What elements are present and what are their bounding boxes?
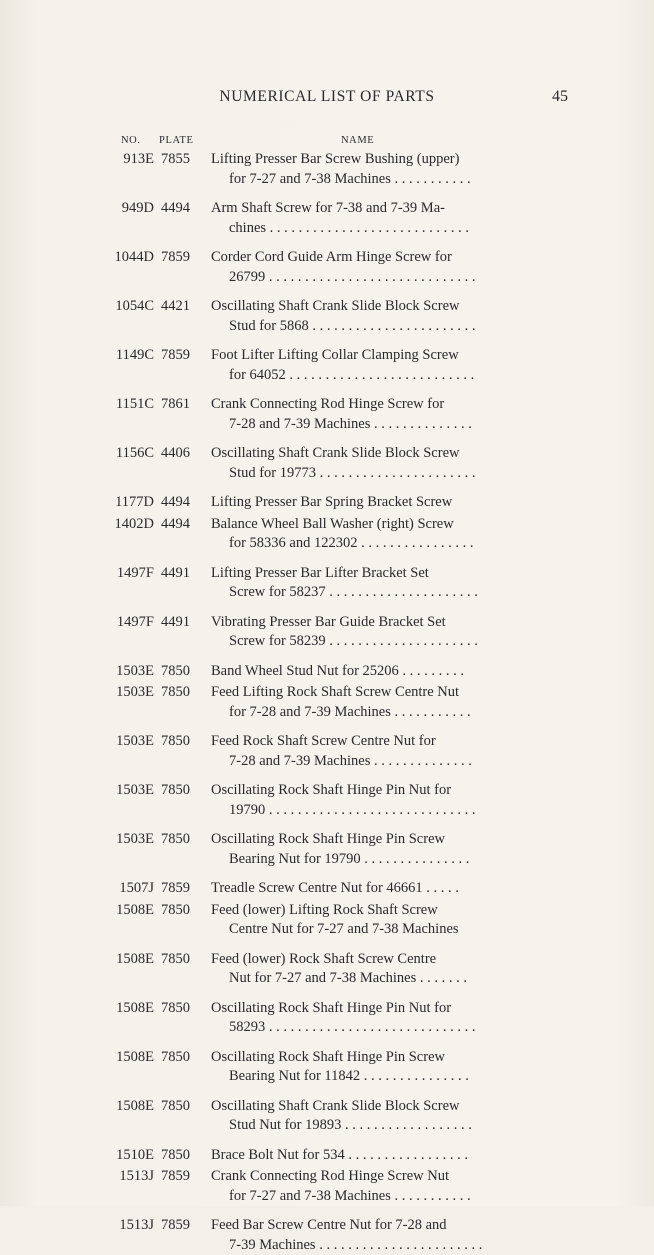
plate-number: 4494 [161,199,190,219]
plate-number: 7850 [161,999,190,1019]
part-number: 1508E [0,901,154,921]
list-item [0,879,654,899]
part-name [211,1097,528,1136]
part-name-line: for 7-28 and 7-39 Machines . . . . . . . . . . . [211,703,528,723]
part-name [211,613,528,652]
part-number: 1149C [0,346,154,366]
list-item [0,150,654,189]
part-name-line: 7-28 and 7-39 Machines . . . . . . . . . . . . . . [211,752,528,772]
part-name-line: 26799 . . . . . . . . . . . . . . . . . . . . . . . . . . . . . [211,268,528,288]
part-name-line: Bearing Nut for 11842 . . . . . . . . . . . . . . . [211,1067,528,1087]
plate-number: 4421 [161,297,190,317]
part-name-line: 7-28 and 7-39 Machines . . . . . . . . . . . . . . [211,415,528,435]
part-name-line: Corder Cord Guide Arm Hinge Screw for [211,248,528,268]
plate-number: 7859 [161,879,190,899]
part-name-line: for 58336 and 122302 . . . . . . . . . . . . . . . . [211,534,528,554]
part-number: 1497F [0,564,154,584]
part-name [211,297,528,336]
list-item [0,515,654,554]
list-item [0,395,654,434]
part-number: 1508E [0,950,154,970]
part-name-line: Oscillating Rock Shaft Hinge Pin Nut for [211,781,528,801]
part-name-line: Stud for 19773 . . . . . . . . . . . . . . . . . . . . . . [211,464,528,484]
list-item [0,901,654,940]
part-name-line: Centre Nut for 7-27 and 7-38 Machines [211,920,528,940]
part-name-line: Lifting Presser Bar Screw Bushing (upper) [211,150,528,170]
plate-number: 4494 [161,493,190,513]
part-name [211,732,528,771]
part-name-line: Nut for 7-27 and 7-38 Machines . . . . . . . [211,969,528,989]
part-name [211,1216,528,1255]
part-name-line: Lifting Presser Bar Spring Bracket Screw [211,493,528,513]
part-number: 1151C [0,395,154,415]
part-name-line: for 64052 . . . . . . . . . . . . . . . . . . . . . . . . . . [211,366,528,386]
list-item [0,662,654,682]
part-name-line: Oscillating Rock Shaft Hinge Pin Screw [211,830,528,850]
plate-number: 7859 [161,248,190,268]
part-name-line: Crank Connecting Rod Hinge Screw Nut [211,1167,528,1187]
part-name-line: 19790 . . . . . . . . . . . . . . . . . . . . . . . . . . . . . [211,801,528,821]
list-item [0,950,654,989]
part-name-line: Oscillating Shaft Crank Slide Block Screw [211,297,528,317]
part-number: 1503E [0,732,154,752]
part-name [211,493,528,513]
list-item [0,732,654,771]
part-name [211,879,528,899]
plate-number: 7855 [161,150,190,170]
list-item [0,346,654,385]
part-name-line: for 7-27 and 7-38 Machines . . . . . . . . . . . [211,170,528,190]
part-name-line: Feed (lower) Rock Shaft Screw Centre [211,950,528,970]
part-name-line: Screw for 58237 . . . . . . . . . . . . . . . . . . . . . [211,583,528,603]
list-item [0,493,654,513]
plate-number: 7861 [161,395,190,415]
part-name [211,999,528,1038]
part-name-line: Brace Bolt Nut for 534 . . . . . . . . . . . . . . . . . [211,1146,528,1166]
plate-number: 7859 [161,1167,190,1187]
part-number: 1503E [0,781,154,801]
page-title: NUMERICAL LIST OF PARTS [0,88,654,106]
part-number: 1507J [0,879,154,899]
column-header-no: NO. [121,135,141,146]
list-item [0,1048,654,1087]
part-name-line: for 7-27 and 7-38 Machines . . . . . . . . . . . [211,1187,528,1207]
part-name-line: chines . . . . . . . . . . . . . . . . . . . . . . . . . . . . [211,219,528,239]
column-header-name: NAME [341,135,374,146]
parts-list [0,150,654,1255]
part-name [211,683,528,722]
part-number: 1503E [0,830,154,850]
part-number: 1402D [0,515,154,535]
part-name-line: Foot Lifter Lifting Collar Clamping Screw [211,346,528,366]
part-name [211,662,528,682]
part-name-line: Crank Connecting Rod Hinge Screw for [211,395,528,415]
part-number: 1510E [0,1146,154,1166]
part-name [211,950,528,989]
part-name [211,444,528,483]
part-number: 913E [0,150,154,170]
part-name-line: Arm Shaft Screw for 7-38 and 7-39 Ma- [211,199,528,219]
part-name-line: Band Wheel Stud Nut for 25206 . . . . . . . . . [211,662,528,682]
plate-number: 7850 [161,830,190,850]
part-number: 1503E [0,683,154,703]
part-name [211,199,528,238]
part-number: 1497F [0,613,154,633]
part-name-line: Oscillating Shaft Crank Slide Block Screw [211,1097,528,1117]
list-item [0,444,654,483]
part-name-line: Stud Nut for 19893 . . . . . . . . . . . . . . . . . . [211,1116,528,1136]
part-number: 1508E [0,1048,154,1068]
part-name [211,1146,528,1166]
part-name [211,1048,528,1087]
part-number: 1508E [0,1097,154,1117]
part-number: 1044D [0,248,154,268]
part-name-line: Screw for 58239 . . . . . . . . . . . . . . . . . . . . . [211,632,528,652]
plate-number: 7859 [161,1216,190,1236]
part-name [211,395,528,434]
plate-number: 7850 [161,1097,190,1117]
list-item [0,297,654,336]
part-number: 1513J [0,1216,154,1236]
part-name-line: Feed Rock Shaft Screw Centre Nut for [211,732,528,752]
plate-number: 7850 [161,950,190,970]
part-name-line: Feed Bar Screw Centre Nut for 7-28 and [211,1216,528,1236]
part-name-line: Balance Wheel Ball Washer (right) Screw [211,515,528,535]
part-name-line: Feed Lifting Rock Shaft Screw Centre Nut [211,683,528,703]
part-name [211,150,528,189]
list-item [0,999,654,1038]
part-name-line: Oscillating Rock Shaft Hinge Pin Nut for [211,999,528,1019]
list-item [0,683,654,722]
part-number: 1503E [0,662,154,682]
list-item [0,564,654,603]
part-name-line: Lifting Presser Bar Lifter Bracket Set [211,564,528,584]
plate-number: 7850 [161,901,190,921]
part-name-line: Oscillating Rock Shaft Hinge Pin Screw [211,1048,528,1068]
part-name-line: Stud for 5868 . . . . . . . . . . . . . . . . . . . . . . . [211,317,528,337]
part-name [211,901,528,940]
part-name-line: Treadle Screw Centre Nut for 46661 . . . . . [211,879,528,899]
part-name [211,1167,528,1206]
list-item [0,248,654,287]
part-number: 1513J [0,1167,154,1187]
part-number: 949D [0,199,154,219]
list-item [0,613,654,652]
plate-number: 7850 [161,1146,190,1166]
part-number: 1508E [0,999,154,1019]
part-name [211,346,528,385]
list-item [0,1097,654,1136]
plate-number: 7859 [161,346,190,366]
list-item [0,199,654,238]
part-name [211,781,528,820]
plate-number: 4491 [161,613,190,633]
part-name [211,564,528,603]
column-header-plate: PLATE [159,135,194,146]
list-item [0,1167,654,1206]
part-name [211,515,528,554]
list-item [0,1216,654,1255]
plate-number: 7850 [161,732,190,752]
plate-number: 7850 [161,781,190,801]
plate-number: 4491 [161,564,190,584]
part-name-line: Feed (lower) Lifting Rock Shaft Screw [211,901,528,921]
part-number: 1177D [0,493,154,513]
part-name-line: Vibrating Presser Bar Guide Bracket Set [211,613,528,633]
list-item [0,830,654,869]
plate-number: 7850 [161,683,190,703]
part-name-line: 58293 . . . . . . . . . . . . . . . . . . . . . . . . . . . . . [211,1018,528,1038]
plate-number: 7850 [161,1048,190,1068]
plate-number: 4494 [161,515,190,535]
list-item [0,781,654,820]
page-number: 45 [552,88,568,106]
part-number: 1054C [0,297,154,317]
plate-number: 7850 [161,662,190,682]
part-name-line: Bearing Nut for 19790 . . . . . . . . . . . . . . . [211,850,528,870]
plate-number: 4406 [161,444,190,464]
part-name-line: Oscillating Shaft Crank Slide Block Screw [211,444,528,464]
part-name [211,830,528,869]
part-name [211,248,528,287]
part-name-line: 7-39 Machines . . . . . . . . . . . . . . . . . . . . . . . [211,1236,528,1255]
list-item [0,1146,654,1166]
part-number: 1156C [0,444,154,464]
